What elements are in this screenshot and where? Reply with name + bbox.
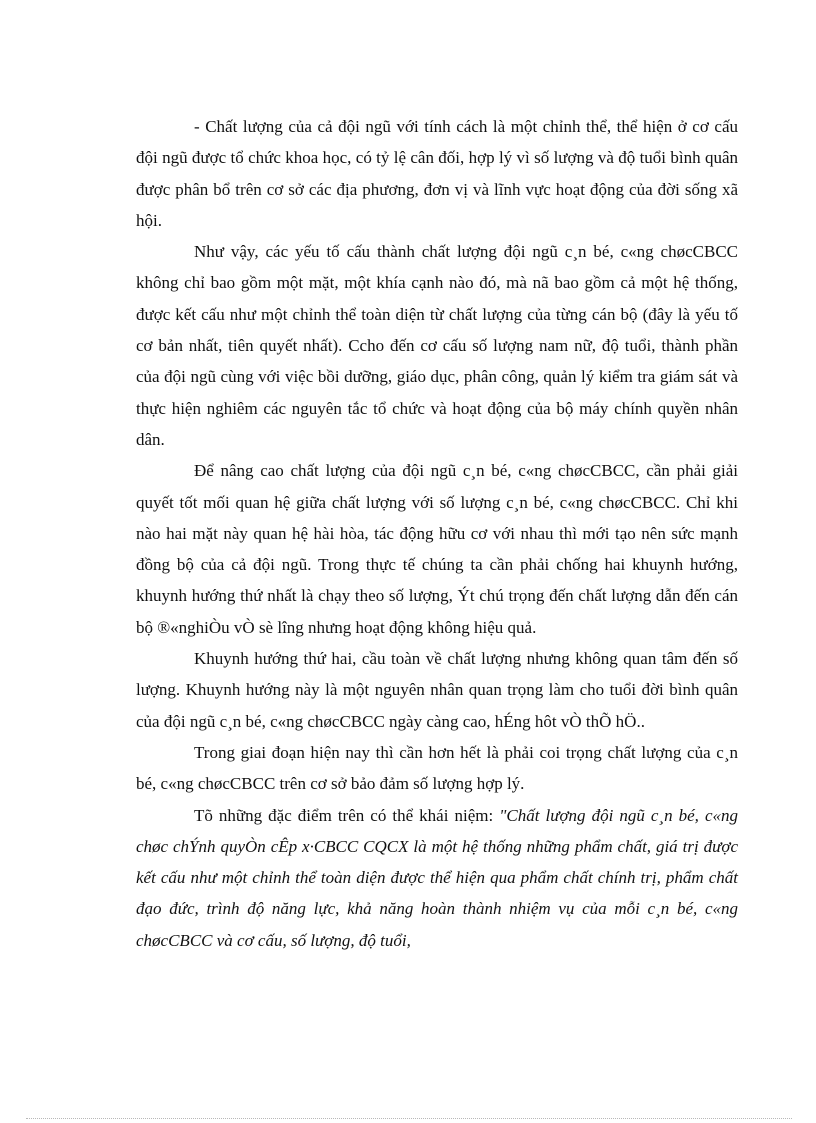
paragraph-2: [136, 236, 738, 455]
paragraph-4: [136, 643, 738, 737]
paragraph-5-text: Trong giai đoạn hiện nay thì cần hơn hết là phải coi trọng chất lượng của c¸n bé, c«ng chøcCBCC trên cơ sở bảo đảm số lượng hợp lý.: [136, 742, 738, 794]
definition-quote: "Chất lượng đội ngũ c¸n bé, c«ng chøc chÝnh quyÒn cÊp x·CBCC CQCX là một hệ thống những phẩm chất, giá trị được kết cấu như một chỉnh thể toàn diện được thể hiện qua phẩm chất chính trị, phẩm chất đạo đức, trình độ năng lực, khả năng hoàn thành nhiệm vụ của mỗi c¸n bé, c«ng chøcCBCC và cơ cấu, số lượng, độ tuổi,: [136, 805, 738, 950]
paragraph-1: [136, 111, 738, 236]
paragraph-3: [136, 455, 738, 643]
paragraph-1-text: - Chất lượng của cả đội ngũ với tính cách là một chỉnh thể, thể hiện ở cơ cấu đội ngũ được tổ chức khoa học, có tỷ lệ cân đối, hợp lý vì số lượng và độ tuổi bình quân được phân bổ trên cơ sở các địa phương, đơn vị và lĩnh vực hoạt động của đời sống xã hội.: [136, 117, 738, 230]
paragraph-6: [136, 800, 738, 956]
paragraph-6-lead: Tõ những đặc điểm trên có thể khái niệm:: [194, 805, 500, 825]
paragraph-4-text: Khuynh hướng thứ hai, cầu toàn về chất lượng nhưng không quan tâm đến số lượng. Khuynh hướng này là một nguyên nhân quan trọng làm cho tuổi đời bình quân của đội ngũ c¸n bé, c«ng chøcCBCC ngày càng cao, hÉng hôt vÒ thÕ hÖ..: [136, 649, 738, 731]
paragraph-5: [136, 737, 738, 800]
page-bottom-divider: [26, 1118, 792, 1119]
document-body: [136, 111, 738, 956]
paragraph-2-text: Như vậy, các yếu tố cấu thành chất lượng đội ngũ c¸n bé, c«ng chøcCBCC không chỉ bao gồm một mặt, một khía cạnh nào đó, mà nã bao gồm cả một hệ thống, được kết cấu như một chỉnh thể toàn diện từ chất lượng của từng cán bộ (đây là yếu tố cơ bản nhất, tiên quyết nhất). Ccho đến cơ cấu số lượng nam nữ, độ tuổi, thành phần của đội ngũ cùng với việc bồi dưỡng, giáo dục, phân công, quản lý kiểm tra giám sát và thực hiện nghiêm các nguyên tắc tổ chức và hoạt động của bộ máy chính quyền nhân dân.: [136, 242, 738, 449]
paragraph-3-text: Để nâng cao chất lượng của đội ngũ c¸n bé, c«ng chøcCBCC, cần phải giải quyết tốt mối quan hệ giữa chất lượng với số lượng c¸n bé, c«ng chøcCBCC. Chỉ khi nào hai mặt này quan hệ hài hòa, tác động hữu cơ với nhau thì mới tạo nên sức mạnh đồng bộ của cả đội ngũ. Trong thực tế chúng ta cần phải chống hai khuynh hướng, khuynh hướng thứ nhất là chạy theo số lượng, Ýt chú trọng đến chất lượng dẫn đến cán bộ ®«nghiÒu vÒ sè lîng nhưng hoạt động không hiệu quả.: [136, 461, 738, 637]
